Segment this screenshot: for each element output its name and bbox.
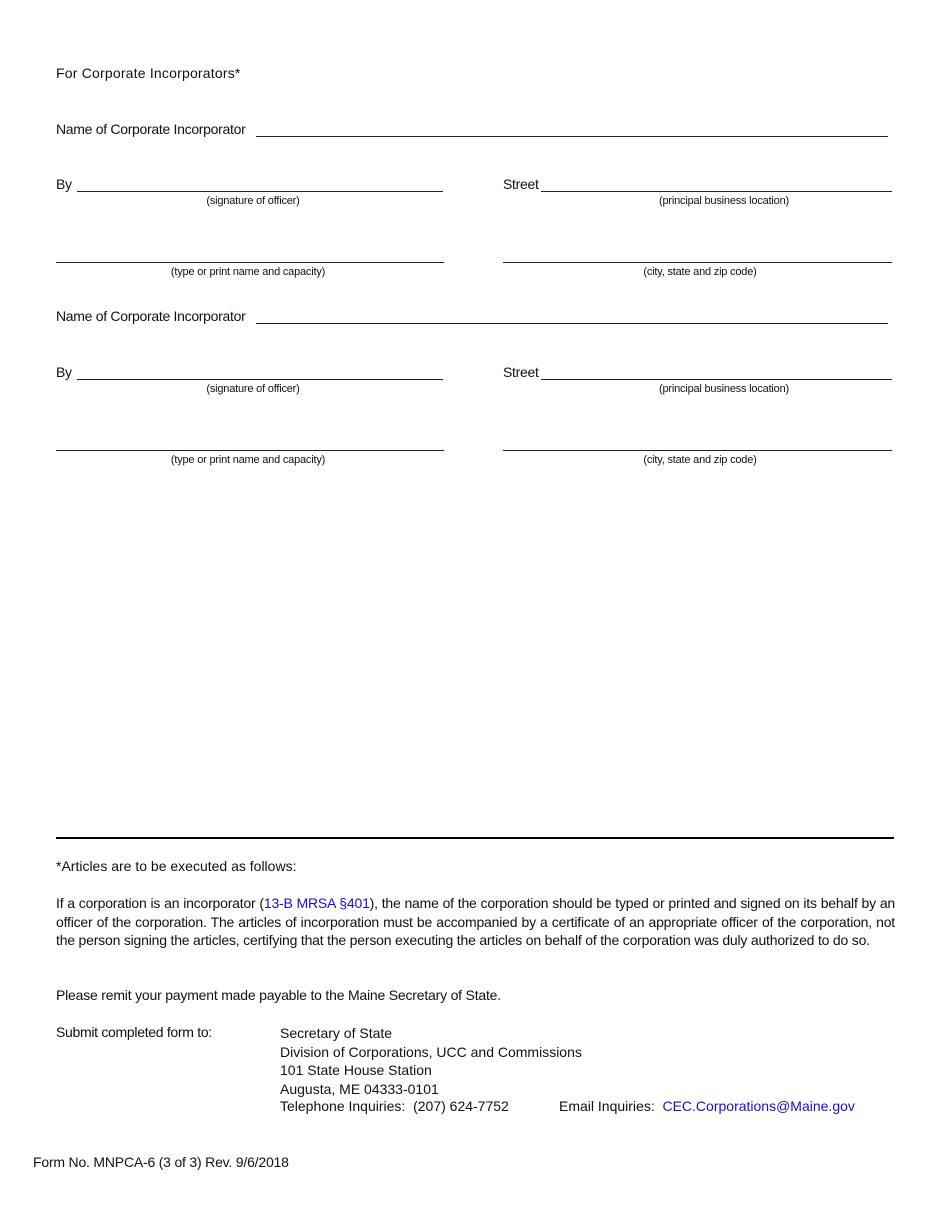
- payment-note: Please remit your payment made payable to the Maine Secretary of State.: [56, 987, 501, 1003]
- print-name-input-line[interactable]: [56, 450, 444, 451]
- section-title: For Corporate Incorporators*: [56, 65, 241, 81]
- street-input-line[interactable]: [541, 379, 892, 380]
- signature-caption: (signature of officer): [206, 383, 300, 395]
- email-inquiries: [559, 1098, 855, 1114]
- incorporator-note-paragraph: [56, 894, 895, 950]
- form-number-footer: Form No. MNPCA-6 (3 of 3) Rev. 9/6/2018: [33, 1154, 289, 1170]
- email-label: Email Inquiries:: [559, 1098, 655, 1114]
- statute-link[interactable]: 13-B MRSA §401: [263, 895, 370, 911]
- city-input-line[interactable]: [503, 262, 892, 263]
- signature-input-line[interactable]: [77, 379, 443, 380]
- mailing-address: [280, 1024, 582, 1098]
- name-label: Name of Corporate Incorporator: [56, 308, 246, 324]
- phone-inquiries: [280, 1098, 509, 1114]
- name-label: Name of Corporate Incorporator: [56, 121, 246, 137]
- by-label: By: [56, 176, 72, 192]
- street-caption: (principal business location): [659, 383, 789, 395]
- street-input-line[interactable]: [541, 191, 892, 192]
- city-input-line[interactable]: [503, 450, 892, 451]
- address-line: Division of Corporations, UCC and Commissions: [280, 1043, 582, 1060]
- email-link[interactable]: CEC.Corporations@Maine.gov: [662, 1098, 855, 1114]
- signature-input-line[interactable]: [77, 191, 443, 192]
- address-line: 101 State House Station: [280, 1062, 432, 1079]
- phone-label: Telephone Inquiries:: [280, 1098, 406, 1114]
- notes-heading: *Articles are to be executed as follows:: [56, 858, 297, 874]
- section-divider: [56, 837, 894, 839]
- phone-number: (207) 624-7752: [413, 1098, 509, 1114]
- address-line: Augusta, ME 04333-0101: [280, 1080, 439, 1097]
- print-name-caption: (type or print name and capacity): [170, 454, 326, 466]
- address-line: Secretary of State: [280, 1025, 393, 1041]
- note-text-rest: ), the name of the corporation should be typed or printed and signed on its behalf by an officer of the corporation. The articles of incorporation must be accompanied by a certificate of an appropriate officer of the corporation, not the person signing the articles, certifying that the person executing the articles on behalf of the corporation was duly authorized to do so.: [56, 895, 895, 948]
- signature-caption: (signature of officer): [206, 195, 300, 207]
- print-name-caption: (type or print name and capacity): [170, 266, 326, 278]
- name-input-line[interactable]: [256, 323, 888, 324]
- city-caption: (city, state and zip code): [643, 266, 757, 278]
- name-input-line[interactable]: [256, 136, 888, 137]
- submit-label: Submit completed form to:: [56, 1024, 212, 1040]
- by-label: By: [56, 364, 72, 380]
- note-text-start: If a corporation is an incorporator (: [56, 895, 264, 911]
- street-caption: (principal business location): [659, 195, 789, 207]
- street-label: Street: [503, 364, 539, 380]
- street-label: Street: [503, 176, 539, 192]
- city-caption: (city, state and zip code): [643, 454, 757, 466]
- print-name-input-line[interactable]: [56, 262, 444, 263]
